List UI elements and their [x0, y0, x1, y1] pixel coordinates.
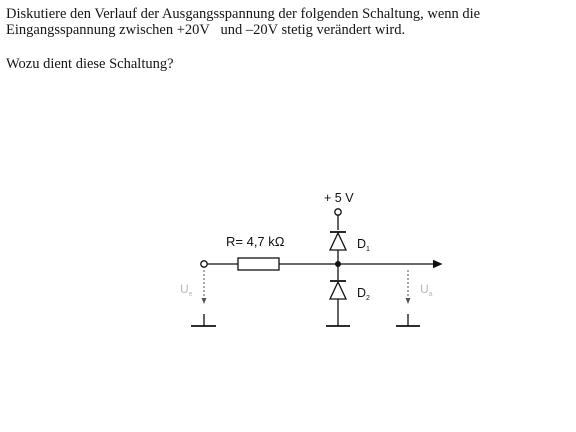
- supply-terminal: [335, 209, 341, 215]
- resistor-symbol: [238, 258, 279, 270]
- output-arrowhead: [433, 261, 441, 268]
- task-line-2: Eingangsspannung zwischen +20V und –20V stetig verändert wird.: [6, 22, 406, 38]
- task-question: Wozu dient diese Schaltung?: [6, 56, 174, 72]
- task-line-1: Diskutiere den Verlauf der Ausgangsspannung der folgenden Schaltung, wenn die: [6, 6, 481, 22]
- junction-dot: [335, 261, 341, 267]
- output-voltage-label: $U_a$: [420, 282, 433, 298]
- diode-d2-label: $D_2$: [357, 286, 370, 302]
- diode-d2-symbol: [330, 264, 346, 326]
- diode-d1-label: $D_1$: [357, 237, 370, 253]
- diode-d1-symbol: [330, 232, 346, 264]
- resistor-label: R= 4,7 kΩ: [226, 234, 285, 249]
- input-terminal: [201, 261, 207, 267]
- input-voltage-label: $U_e$: [180, 282, 193, 298]
- supply-label: + 5 V: [324, 191, 354, 205]
